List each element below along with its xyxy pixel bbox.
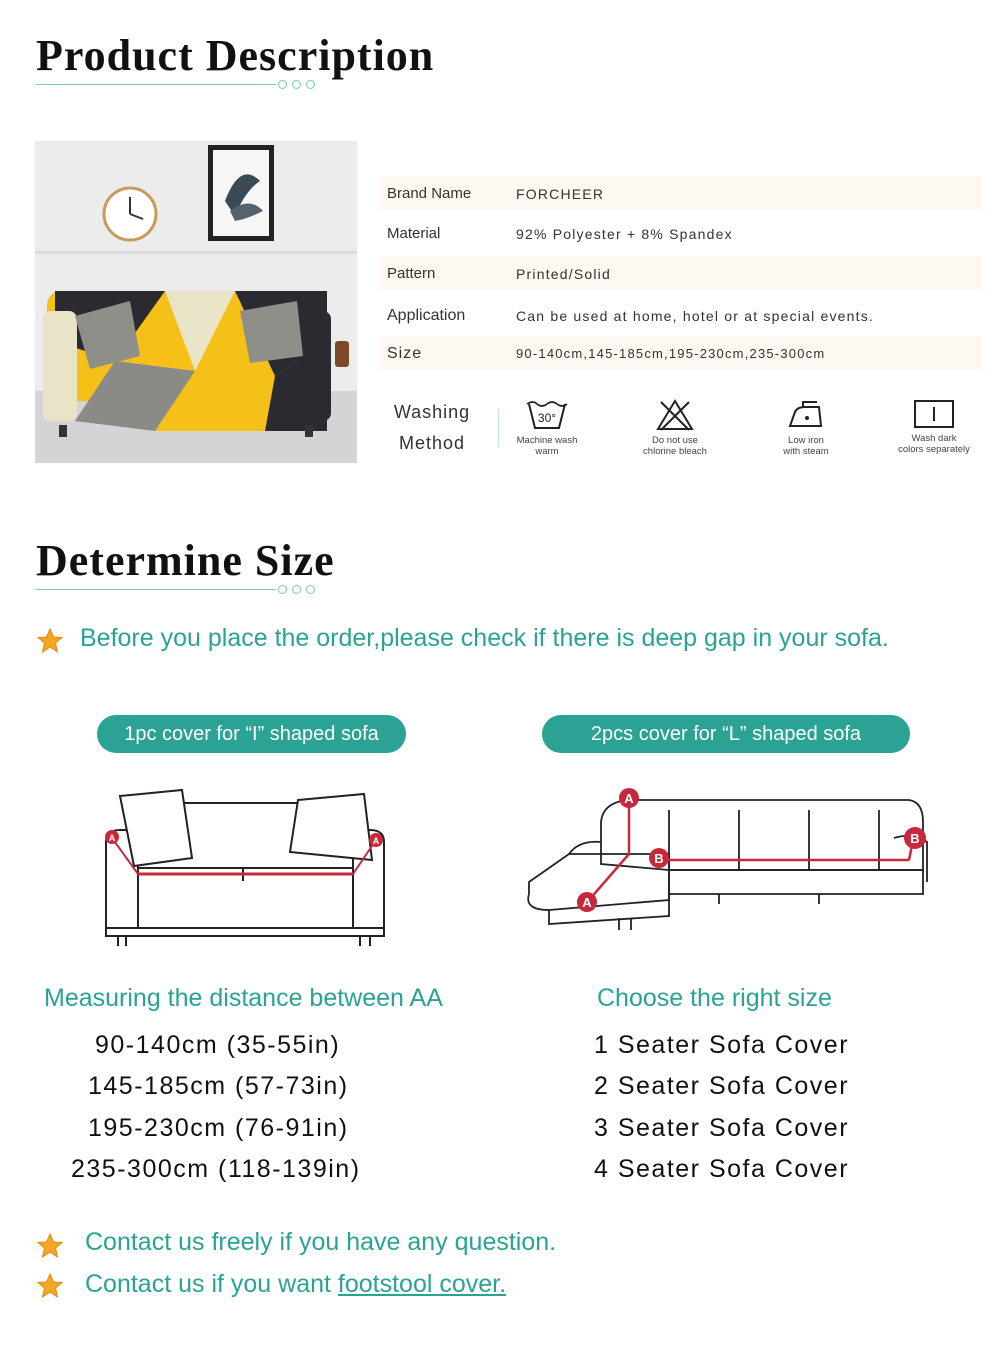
washing-label-line1: Washing [393, 402, 471, 422]
choose-size-heading: Choose the right size [597, 984, 832, 1012]
wash-caption-line2: warm [535, 446, 559, 457]
i-shaped-sofa-diagram [98, 788, 390, 953]
product-photo [35, 141, 357, 463]
spec-row-brand [380, 176, 982, 210]
wash-dark-icon [913, 398, 955, 430]
spec-value: 92% Polyester + 8% Spandex [516, 226, 733, 242]
title-underline [36, 583, 326, 597]
wash-caption-line2: colors separately [898, 444, 970, 455]
washing-label-line2: Method [398, 433, 466, 453]
spec-value: Can be used at home, hotel or at special events. [516, 308, 875, 324]
marker-a-bottom: A [582, 895, 592, 910]
spec-value: 90-140cm,145-185cm,195-230cm,235-300cm [516, 346, 826, 361]
size-cover-2: 2 Seater Sofa Cover [594, 1072, 850, 1100]
wash-caption-line1: Machine wash [516, 435, 578, 446]
wash-caption-line2: chlorine bleach [643, 446, 707, 457]
size-measure-4: 235-300cm (118-139in) [71, 1155, 361, 1183]
marker-a-right: A [372, 836, 380, 846]
spec-label: Application [387, 307, 466, 324]
washing-method-label [384, 397, 480, 459]
spec-row-size [380, 336, 982, 370]
size-cover-1: 1 Seater Sofa Cover [594, 1031, 850, 1059]
l-shaped-sofa-diagram [519, 782, 931, 942]
spec-value: Printed/Solid [516, 266, 611, 282]
contact-question: Contact us freely if you have any question. [85, 1228, 557, 1256]
measuring-heading: Measuring the distance between AA [44, 984, 443, 1012]
spec-row-material [380, 216, 982, 250]
gap-notice: Before you place the order,please check if there is deep gap in your sofa. [80, 624, 889, 652]
size-measure-2: 145-185cm (57-73in) [88, 1072, 349, 1100]
star-icon [36, 1232, 64, 1260]
wash-temp-label: 30° [537, 411, 557, 425]
product-description-title: Product Description [36, 31, 435, 80]
low-iron-icon [785, 398, 827, 432]
wash-caption-line1: Low iron [788, 435, 824, 446]
wash-tub-30-icon [525, 398, 569, 432]
pill-l-shaped: 2pcs cover for “L” shaped sofa [542, 715, 910, 753]
wash-caption-line1: Wash dark [911, 433, 957, 444]
contact-footstool-prefix: Contact us if you want [85, 1270, 338, 1298]
star-icon [36, 627, 64, 655]
footstool-cover-link[interactable]: footstool cover. [337, 1270, 507, 1298]
determine-size-title: Determine Size [36, 536, 335, 585]
marker-b-left: B [654, 851, 664, 866]
pill-i-shaped: 1pc cover for “I” shaped sofa [97, 715, 406, 753]
marker-a-left: A [108, 833, 116, 843]
wash-caption-line1: Do not use [652, 435, 698, 446]
spec-label: Brand Name [387, 185, 472, 202]
star-icon [36, 1272, 64, 1300]
wash-item-machine-wash [499, 398, 595, 457]
contact-footstool [85, 1270, 506, 1299]
size-measure-1: 90-140cm (35-55in) [95, 1031, 341, 1059]
no-bleach-icon [655, 398, 695, 432]
spec-label: Material [387, 225, 441, 242]
spec-row-application [380, 298, 982, 332]
wash-caption-line2: with steam [783, 446, 829, 457]
marker-b-right: B [910, 831, 920, 846]
spec-row-pattern [380, 256, 982, 290]
marker-a-top: A [624, 791, 634, 806]
spec-value: FORCHEER [516, 186, 605, 202]
size-cover-4: 4 Seater Sofa Cover [594, 1155, 850, 1183]
wash-item-low-iron [758, 398, 854, 457]
wash-item-wash-dark [882, 398, 986, 455]
title-underline [36, 78, 326, 92]
size-measure-3: 195-230cm (76-91in) [88, 1114, 349, 1142]
spec-label: Pattern [387, 265, 436, 282]
spec-label: Size [387, 345, 423, 362]
wash-item-no-bleach [627, 398, 723, 457]
size-cover-3: 3 Seater Sofa Cover [594, 1114, 850, 1142]
